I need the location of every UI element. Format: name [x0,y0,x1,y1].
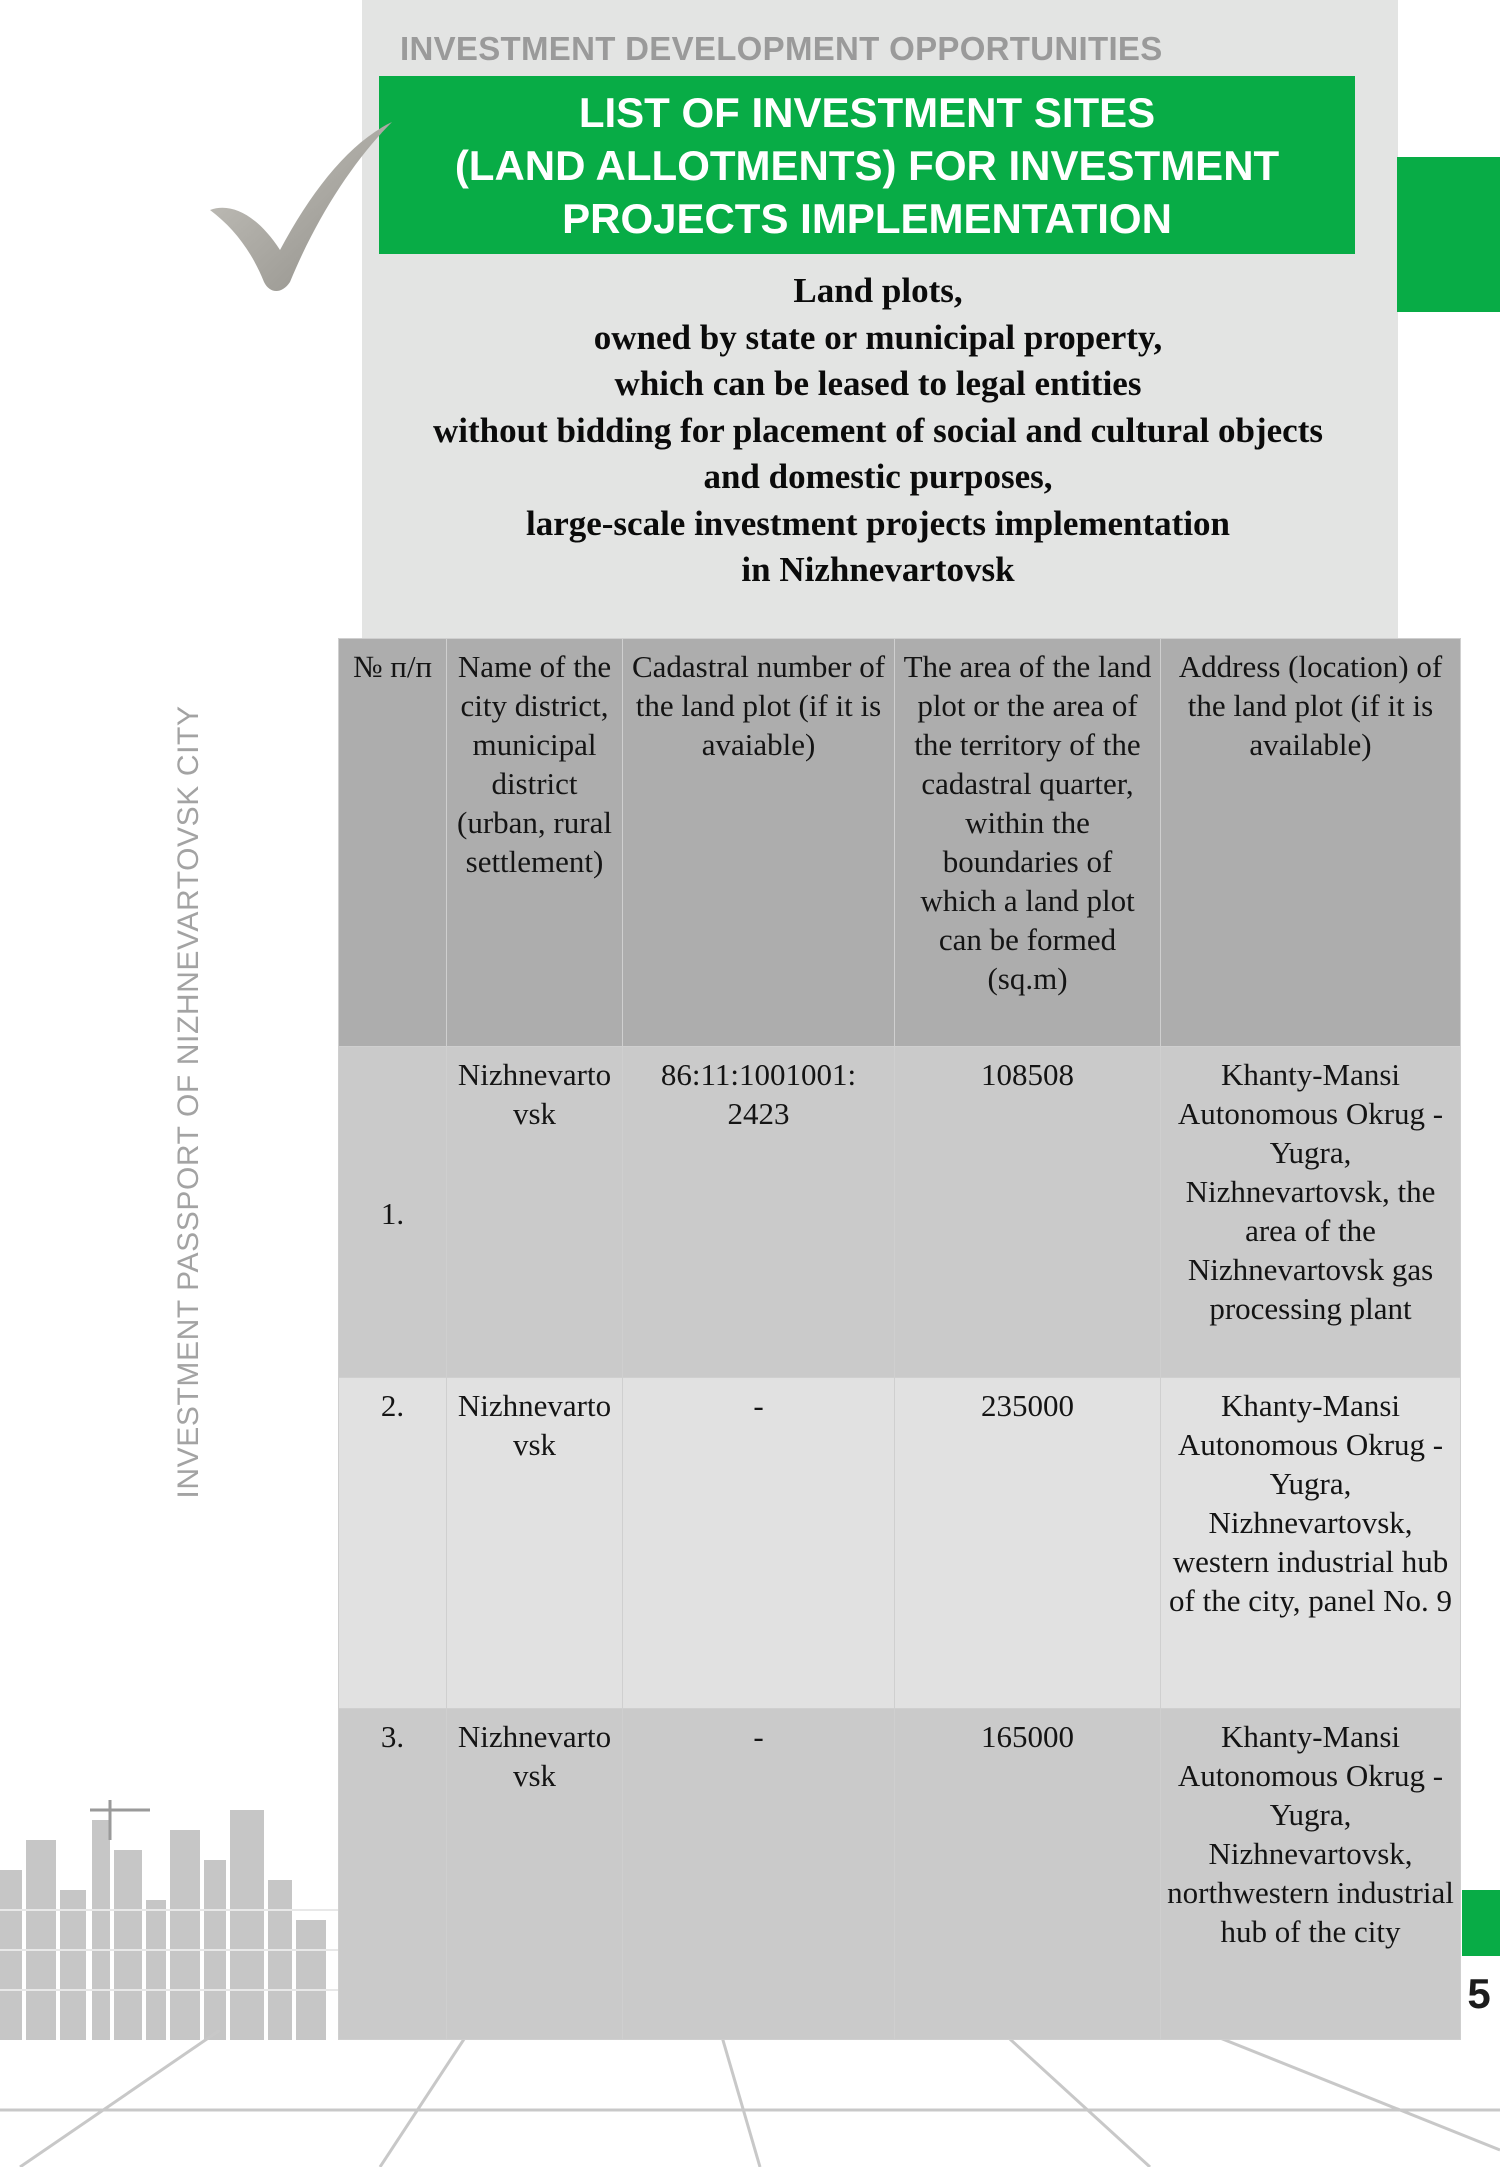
subtitle-line: in Nizhnevartovsk [741,550,1015,589]
banner-title-line: PROJECTS IMPLEMENTATION [562,194,1172,242]
district-name: Nizhnevartovsk [447,1378,623,1709]
side-tab-bottom [1462,1890,1500,1956]
table-row [339,1378,1461,1709]
row-number: 3. [339,1709,447,2040]
district-name: Nizhnevartovsk [447,1709,623,2040]
plot-address: Khanty-Mansi Autonomous Okrug - Yugra, Nizhnevartovsk, northwestern industrial hub of the city [1161,1709,1461,2040]
table-row [339,1047,1461,1378]
investment-sites-table [338,638,1461,2040]
subtitle-line: without bidding for placement of social and cultural objects [433,410,1323,450]
city-skyline-image [0,1780,340,2040]
side-tab-top [1397,157,1500,312]
title-banner [379,76,1355,254]
banner-title-line: LIST OF INVESTMENT SITES [578,88,1156,136]
subtitle-line: and domestic purposes, [703,457,1053,496]
table-row [339,1709,1461,2040]
column-header: The area of the land plot or the area of the territory of the cadastral quarter, within the boundaries of which a land plot can be formed (sq.m) [895,639,1161,1047]
plot-area: 108508 [895,1047,1161,1378]
side-label: INVESTMENT PASSPORT OF NIZHNEVARTOVSK CITY [172,705,205,1499]
table-header-row [339,639,1461,1047]
floor-grid-image [0,2030,1500,2167]
plot-address: Khanty-Mansi Autonomous Okrug - Yugra, Nizhnevartovsk, the area of the Nizhnevartovsk gas processing plant [1161,1047,1461,1378]
cadastral-number: 86:11:1001001: 2423 [623,1047,895,1378]
plot-address: Khanty-Mansi Autonomous Okrug - Yugra, Nizhnevartovsk, western industrial hub of the city, panel No. 9 [1161,1378,1461,1709]
column-header: Name of the city district, municipal district (urban, rural settlement) [447,639,623,1047]
plot-area: 235000 [895,1378,1161,1709]
banner-title [397,86,1337,245]
cadastral-number: - [623,1378,895,1709]
subtitle-line: large-scale investment projects implementation [525,503,1231,543]
section-label: INVESTMENT DEVELOPMENT OPPORTUNITIES [400,30,1163,67]
row-number: 1. [339,1047,447,1378]
column-header: Address (location) of the land plot (if it is available) [1161,639,1461,1047]
checkmark-icon [200,118,400,293]
subtitle-line: Land plots, [793,271,963,310]
column-header: Cadastral number of the land plot (if it is avaiable) [623,639,895,1047]
page-number: 5 [1467,1970,1491,2017]
row-number: 2. [339,1378,447,1709]
cadastral-number: - [623,1709,895,2040]
column-header: № п/п [339,639,447,1047]
subtitle-line: owned by state or municipal property, [593,317,1163,357]
banner-title-line: (LAND ALLOTMENTS) FOR INVESTMENT [454,141,1280,189]
district-name: Nizhnevartovsk [447,1047,623,1378]
subtitle [382,268,1374,594]
plot-area: 165000 [895,1709,1161,2040]
subtitle-line: which can be leased to legal entities [614,364,1142,403]
